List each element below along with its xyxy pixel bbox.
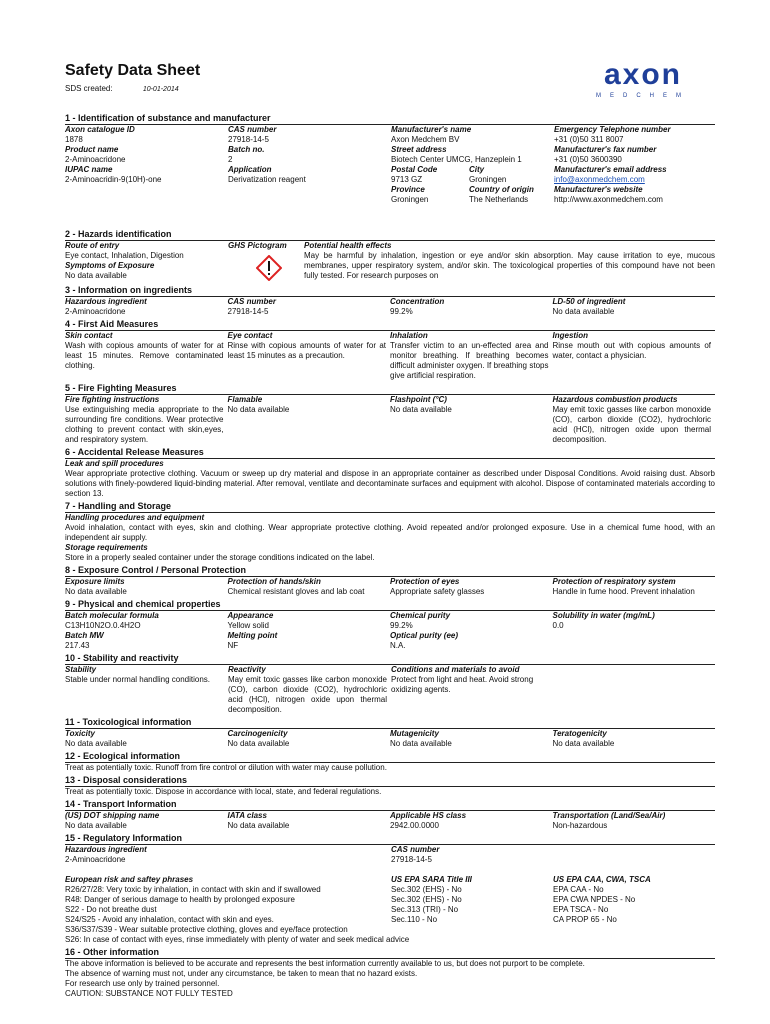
value: 27918-14-5 xyxy=(391,855,432,864)
value: Protect from light and heat. Avoid strong oxidizing agents. xyxy=(391,675,534,694)
section-4 xyxy=(65,319,715,381)
label: Flashpoint (°C) xyxy=(390,395,447,404)
value: CA PROP 65 - No xyxy=(553,915,617,924)
label: Product name xyxy=(65,145,119,154)
value: Store in a properly sealed container under the storage conditions indicated on the label. xyxy=(65,553,375,562)
label: Optical purity (ee) xyxy=(390,631,459,640)
value: Rinse mouth out with copious amounts of water, contact a physician. xyxy=(552,341,711,360)
value: S22 - Do not breathe dust xyxy=(65,905,157,914)
label: Manufacturer's website xyxy=(554,185,643,194)
label: Axon catalogue ID xyxy=(65,125,135,134)
label: Manufacturer's name xyxy=(391,125,472,134)
value: +31 (0)50 311 8007 xyxy=(554,135,624,144)
section-10-heading: 10 - Stability and reactivity xyxy=(65,653,715,665)
label: Postal Code xyxy=(391,165,438,174)
value: Sec.313 (TRI) - No xyxy=(391,905,459,914)
value: Yellow solid xyxy=(227,621,270,630)
label: US EPA SARA Title III xyxy=(391,875,472,884)
label: Street address xyxy=(391,145,447,154)
value: May emit toxic gasses like carbon monoxide (CO), carbon dioxide (CO2), hydrochloric acid (HCl), nitrogen oxide upon thermal decomposition. xyxy=(552,405,711,444)
label: Batch MW xyxy=(65,631,104,640)
value: Sec.302 (EHS) - No xyxy=(391,885,462,894)
section-5 xyxy=(65,383,715,445)
value: Transfer victim to an un-effected area and monitor breathing. If breathing becomes difficult administer oxygen. If breathing stops give artificial respiration. xyxy=(390,341,549,380)
value: N.A. xyxy=(390,641,406,650)
website-link[interactable]: http://www.axonmedchem.com xyxy=(554,195,663,204)
value: 2-Aminoacridin-9(10H)-one xyxy=(65,175,162,184)
value: Use extinguishing media appropriate to the surrounding fire conditions. Wear protective clothing to prevent contact with skin,eyes, and respiratory system. xyxy=(65,405,224,444)
label: Mutagenicity xyxy=(390,729,439,738)
value: May be harmful by inhalation, ingestion or eye and/or skin absorption. May cause irritation to eye, mucous membranes, upper respiratory system, and/or skin. The toxicological properties of this compound have not been fully tested. For research purposes on xyxy=(304,251,715,280)
value: Appropriate safety glasses xyxy=(390,587,485,596)
label: Skin contact xyxy=(65,331,113,340)
value: S36/S37/S39 - Wear suitable protective clothing, gloves and eye/face protection xyxy=(65,925,348,934)
value: 27918-14-5 xyxy=(228,135,269,144)
label: Storage requirements xyxy=(65,543,148,552)
sds-created xyxy=(65,84,715,93)
section-1-heading: 1 - Identification of substance and manufacturer xyxy=(65,113,715,125)
label: Stability xyxy=(65,665,97,674)
section-9-heading: 9 - Physical and chemical properties xyxy=(65,599,715,611)
label: Eye contact xyxy=(227,331,273,340)
section-7 xyxy=(65,501,715,563)
label: LD-50 of ingredient xyxy=(552,297,626,306)
label: Batch no. xyxy=(228,145,265,154)
value: EPA CAA - No xyxy=(553,885,604,894)
logo-subtext: MEDCHEM xyxy=(596,93,690,99)
value: EPA CWA NPDES - No xyxy=(553,895,636,904)
value: Avoid inhalation, contact with eyes, skin and clothing. Wear appropriate protective clothing. Avoid repeated and/or prolonged exposure. Use in a chemical fume hood, with an independent air supply. xyxy=(65,523,715,542)
value: 217.43 xyxy=(65,641,90,650)
label: Batch molecular formula xyxy=(65,611,159,620)
value: Non-hazardous xyxy=(552,821,608,830)
section-7-heading: 7 - Handling and Storage xyxy=(65,501,715,513)
value: Treat as potentially toxic. Runoff from fire control or dilution with water may cause pollution. xyxy=(65,763,387,772)
label: Inhalation xyxy=(390,331,428,340)
label: Reactivity xyxy=(228,665,266,674)
label: Toxicity xyxy=(65,729,95,738)
value: Eye contact, Inhalation, Digestion xyxy=(65,251,184,260)
section-13-heading: 13 - Disposal considerations xyxy=(65,775,715,787)
sds-created-label: SDS created: xyxy=(65,84,113,93)
value: Handle in fume hood. Prevent inhalation xyxy=(552,587,695,596)
value: C13H10N2O.0.4H2O xyxy=(65,621,141,630)
label: Handling procedures and equipment xyxy=(65,513,205,522)
value: 2942.00.0000 xyxy=(390,821,439,830)
value: Treat as potentially toxic. Dispose in accordance with local, state, and federal regulations. xyxy=(65,787,382,796)
label: Emergency Telephone number xyxy=(554,125,671,134)
section-13 xyxy=(65,775,715,797)
value: S24/S25 - Avoid any inhalation, contact with skin and eyes. xyxy=(65,915,274,924)
label: Hazardous combustion products xyxy=(552,395,678,404)
section-15-heading: 15 - Regulatory Information xyxy=(65,833,715,845)
value: Sec.110 - No xyxy=(391,915,438,924)
label: Appearance xyxy=(227,611,274,620)
value: EPA TSCA - No xyxy=(553,905,609,914)
email-link[interactable]: info@axonmedchem.com xyxy=(554,175,645,184)
section-16 xyxy=(65,947,715,999)
value: May emit toxic gasses like carbon monoxide (CO), carbon dioxide (CO2), hydrochloric acid (HCl), nitrogen oxide upon thermal decomposition. xyxy=(228,675,387,714)
label: Applicable HS class xyxy=(390,811,467,820)
page-title: Safety Data Sheet xyxy=(65,62,201,79)
sds-created-date: 10-01-2014 xyxy=(142,86,179,93)
value: Groningen xyxy=(469,175,507,184)
value: Sec.302 (EHS) - No xyxy=(391,895,462,904)
value: Wear appropriate protective clothing. Vacuum or sweep up dry material and dispose in an appropriate container as described under Disposal Conditions. Avoid raising dust. Absorb solutions with finely-powdered liquid-binding material. After removal, ventilate and decontaminate surfaces and equipment with alcohol. Dispose of contaminated materials according to section 13. xyxy=(65,469,715,498)
value: R26/27/28: Very toxic by inhalation, in contact with skin and if swallowed xyxy=(65,885,321,894)
label: European risk and saftey phrases xyxy=(65,875,194,884)
label: (US) DOT shipping name xyxy=(65,811,160,820)
label: IATA class xyxy=(227,811,267,820)
value: The absence of warning must not, under any circumstance, be taken to mean that no hazard exists. xyxy=(65,969,418,978)
label: Hazardous ingredient xyxy=(65,845,147,854)
value: +31 (0)50 3600390 xyxy=(554,155,622,164)
label: Conditions and materials to avoid xyxy=(391,665,520,674)
section-12 xyxy=(65,751,715,773)
value: Groningen xyxy=(391,195,429,204)
section-8-heading: 8 - Exposure Control / Personal Protection xyxy=(65,565,715,577)
value: 1878 xyxy=(65,135,83,144)
value: No data available xyxy=(227,739,290,748)
value: No data available xyxy=(227,821,290,830)
label: CAS number xyxy=(228,125,277,134)
section-6 xyxy=(65,447,715,499)
value: No data available xyxy=(390,739,452,748)
label: US EPA CAA, CWA, TSCA xyxy=(553,875,651,884)
label: Transportation (Land/Sea/Air) xyxy=(552,811,666,820)
section-3-heading: 3 - Information on ingredients xyxy=(65,285,715,297)
label: Solubility in water (mg/mL) xyxy=(552,611,655,620)
label: Manufacturer's email address xyxy=(554,165,667,174)
label: CAS number xyxy=(227,297,276,306)
section-2-heading: 2 - Hazards identification xyxy=(65,229,715,241)
section-4-heading: 4 - First Aid Measures xyxy=(65,319,715,331)
section-14 xyxy=(65,799,715,831)
label: Melting point xyxy=(227,631,278,640)
section-9 xyxy=(65,599,715,651)
value: Stable under normal handling conditions. xyxy=(65,675,210,684)
label: Protection of hands/skin xyxy=(227,577,321,586)
label: Country of origin xyxy=(469,185,534,194)
value: No data available xyxy=(65,587,127,596)
sds-page xyxy=(65,62,715,999)
section-5-heading: 5 - Fire Fighting Measures xyxy=(65,383,715,395)
label: Concentration xyxy=(390,297,445,306)
value: No data available xyxy=(552,739,615,748)
label: Protection of respiratory system xyxy=(552,577,676,586)
value: For research use only by trained personnel. xyxy=(65,979,220,988)
section-6-heading: 6 - Accidental Release Measures xyxy=(65,447,715,459)
value: The Netherlands xyxy=(469,195,529,204)
section-11 xyxy=(65,717,715,749)
label: GHS Pictogram xyxy=(228,241,287,250)
section-3 xyxy=(65,285,715,317)
label: Exposure limits xyxy=(65,577,125,586)
value: Chemical resistant gloves and lab coat xyxy=(227,587,365,596)
label: City xyxy=(469,165,485,174)
section-11-heading: 11 - Toxicological information xyxy=(65,717,715,729)
value: Derivatization reagent xyxy=(228,175,306,184)
label: Flamable xyxy=(227,395,263,404)
label: Carcinogenicity xyxy=(227,729,288,738)
label: Protection of eyes xyxy=(390,577,460,586)
value: 99.2% xyxy=(390,307,413,316)
value: NF xyxy=(227,641,239,650)
value: No data available xyxy=(227,405,290,414)
value: No data available xyxy=(65,739,127,748)
value: R48: Danger of serious damage to health by prolonged exposure xyxy=(65,895,295,904)
section-2 xyxy=(65,229,715,283)
label: Application xyxy=(228,165,272,174)
value: 2 xyxy=(228,155,233,164)
label: Teratogenicity xyxy=(552,729,607,738)
value: 27918-14-5 xyxy=(227,307,269,316)
label: Potential health effects xyxy=(304,241,392,250)
value: No data available xyxy=(65,271,127,280)
section-12-heading: 12 - Ecological information xyxy=(65,751,715,763)
value: No data available xyxy=(552,307,615,316)
label: Leak and spill procedures xyxy=(65,459,164,468)
value: 9713 GZ xyxy=(391,175,423,184)
value: 2-Aminoacridone xyxy=(65,155,126,164)
section-1 xyxy=(65,113,715,205)
section-10 xyxy=(65,653,715,715)
value: S26: In case of contact with eyes, rinse immediately with plenty of water and seek medical advice xyxy=(65,935,410,944)
label: Route of entry xyxy=(65,241,120,250)
label: CAS number xyxy=(391,845,440,854)
section-8 xyxy=(65,565,715,597)
value: Wash with copious amounts of water for at least 15 minutes. Remove contaminated clothing. xyxy=(65,341,224,370)
value: No data available xyxy=(390,405,452,414)
label: Province xyxy=(391,185,425,194)
label: IUPAC name xyxy=(65,165,113,174)
value: Rinse with copious amounts of water for at least 15 minutes as a precaution. xyxy=(227,341,386,360)
label: Ingestion xyxy=(552,331,589,340)
exclamation-diamond-icon xyxy=(256,255,282,281)
value: CAUTION: SUBSTANCE NOT FULLY TESTED xyxy=(65,989,233,998)
label: Hazardous ingredient xyxy=(65,297,147,306)
value: 2-Aminoacridone xyxy=(65,307,126,316)
value: The above information is believed to be accurate and represents the best information currently available to us, but does not purport to be complete. xyxy=(65,959,585,968)
value: 99.2% xyxy=(390,621,413,630)
value: No data available xyxy=(65,821,127,830)
section-15 xyxy=(65,833,715,945)
value: 0.0 xyxy=(552,621,564,630)
label: Manufacturer's fax number xyxy=(554,145,657,154)
label: Chemical purity xyxy=(390,611,451,620)
value: Biotech Center UMCG, Hanzeplein 1 xyxy=(391,155,522,164)
section-14-heading: 14 - Transport Information xyxy=(65,799,715,811)
label: Symptoms of Exposure xyxy=(65,261,155,270)
logo-text: axon xyxy=(603,58,683,91)
value: Axon Medchem BV xyxy=(391,135,460,144)
section-16-heading: 16 - Other information xyxy=(65,947,715,959)
label: Fire fighting instructions xyxy=(65,395,160,404)
value: 2-Aminoacridone xyxy=(65,855,126,864)
